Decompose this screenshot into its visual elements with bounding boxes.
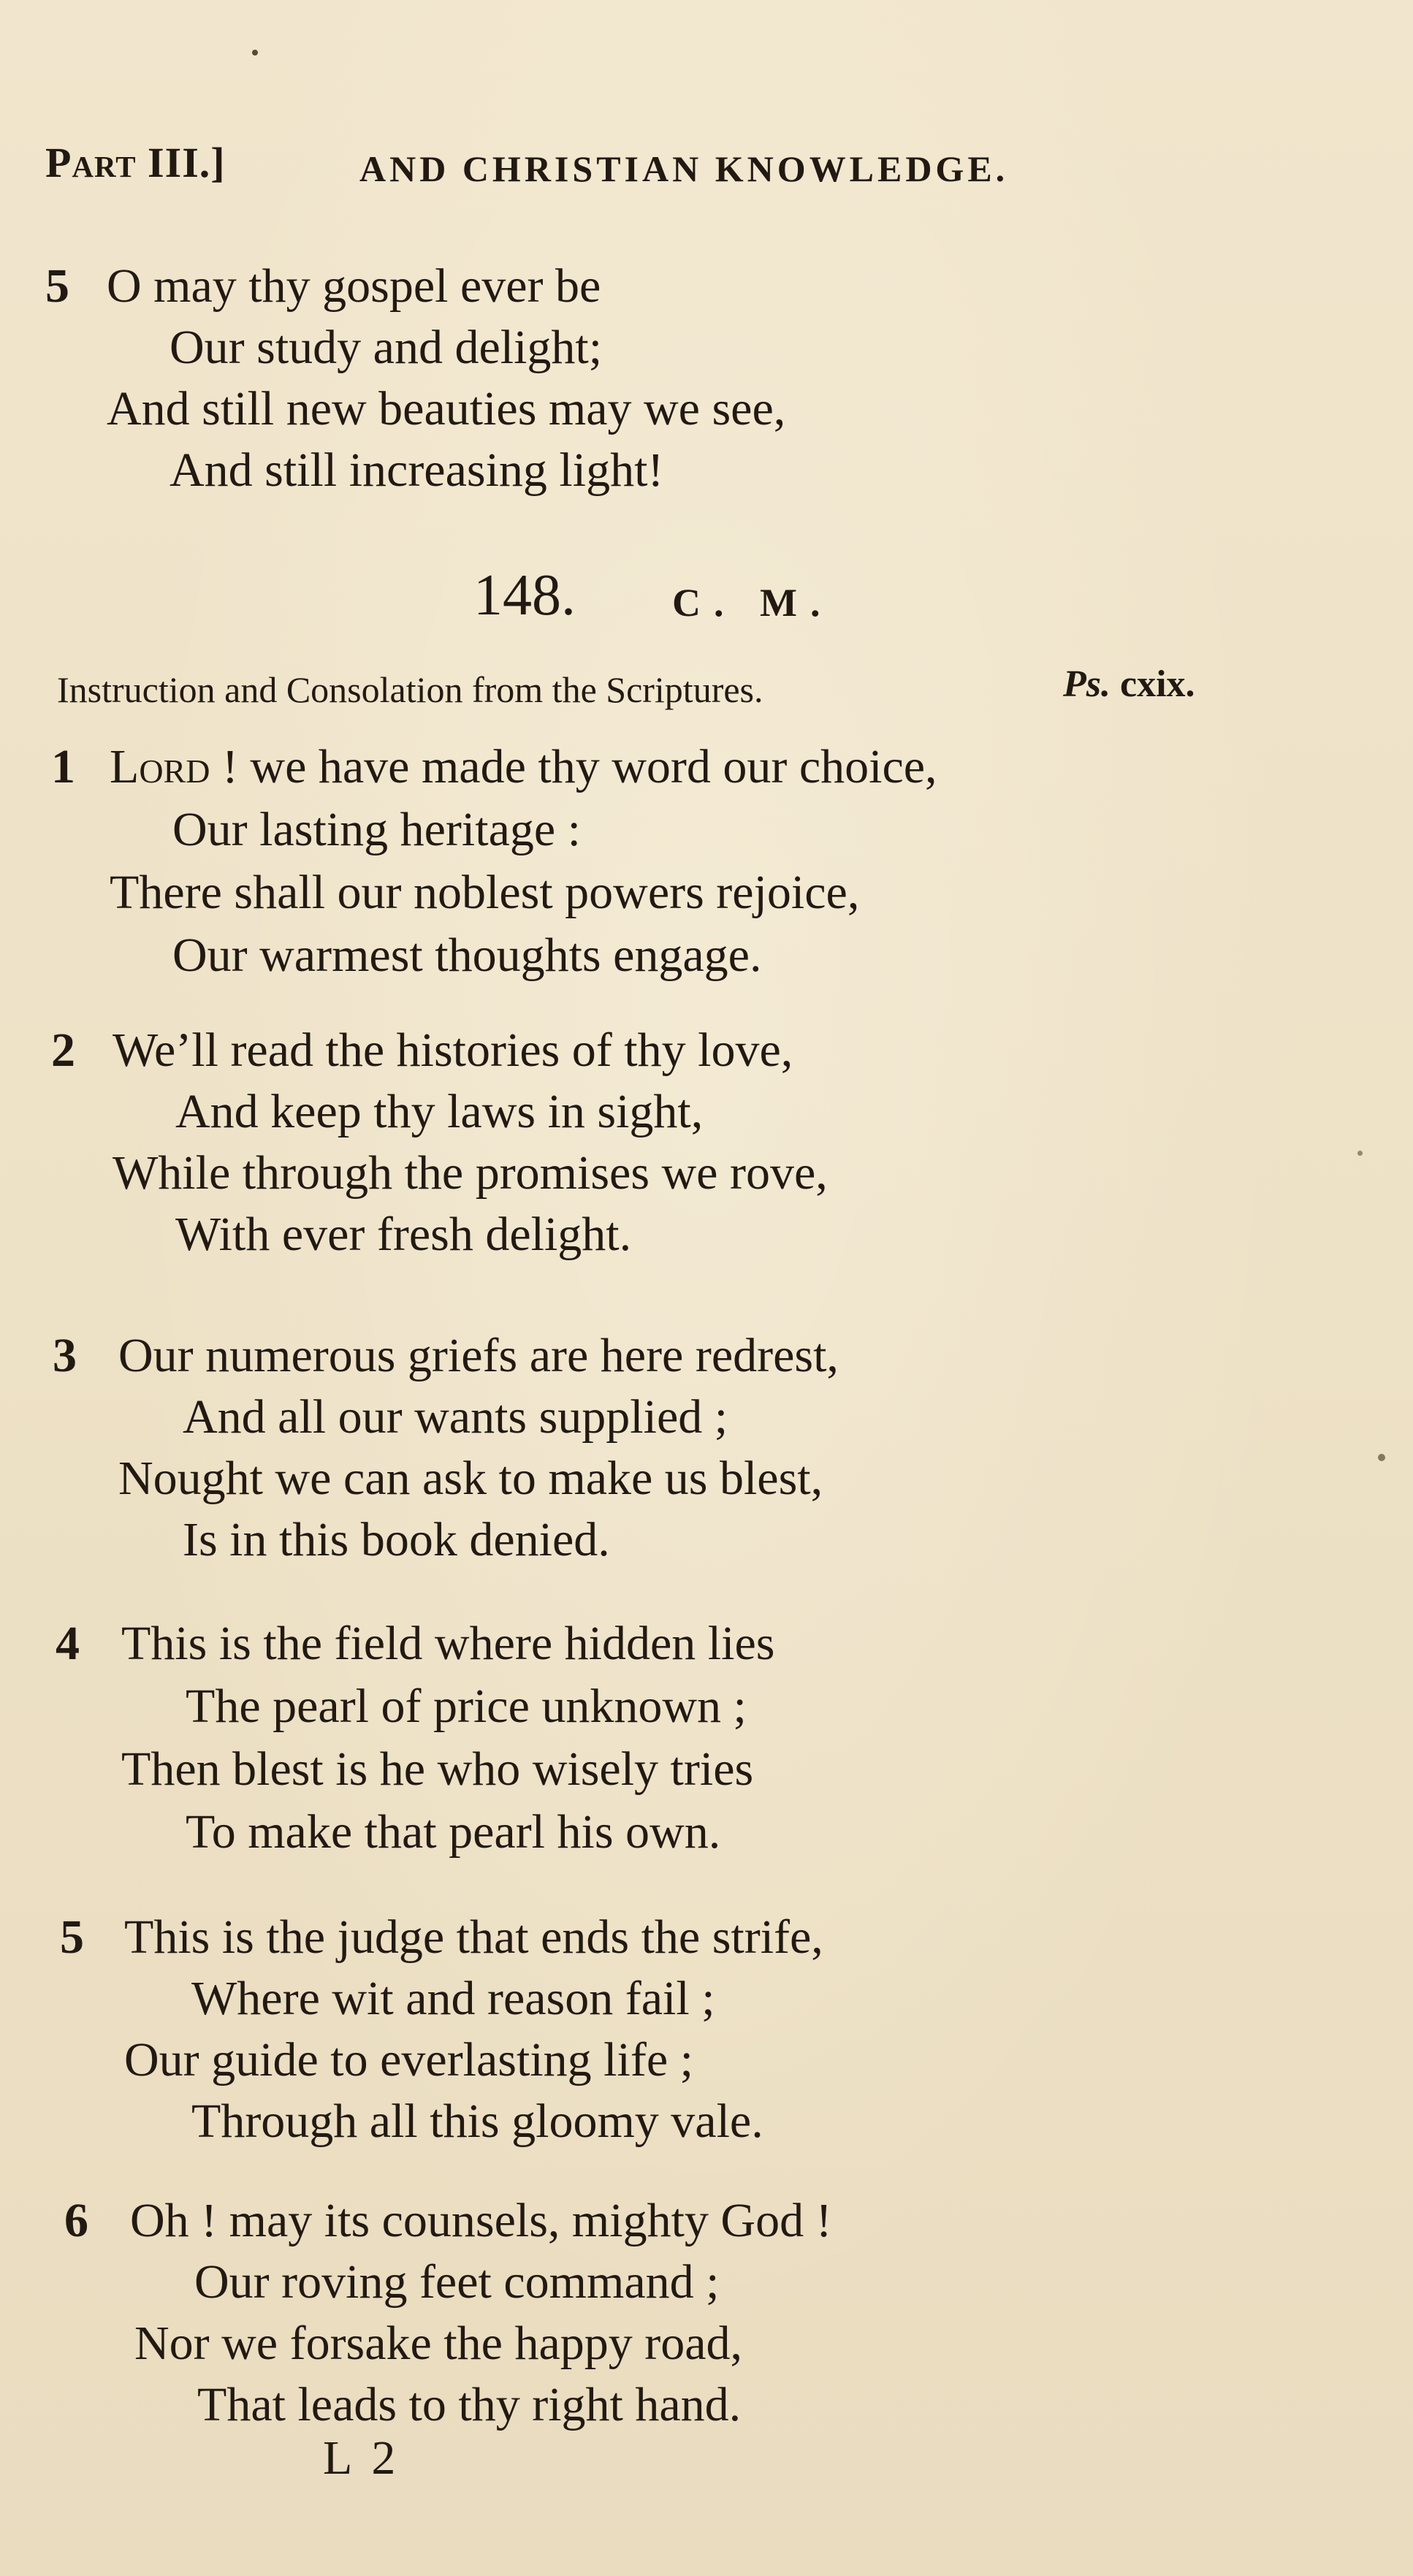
stanza-2-line-4: With ever fresh delight. <box>175 1208 632 1261</box>
stanza-1-line-1 <box>110 738 937 796</box>
stanza-2-line-3: While through the promises we rove, <box>113 1146 828 1200</box>
prev-stanza-line-1: O may thy gospel ever be <box>107 259 601 313</box>
stanza-6-number: 6 <box>64 2194 88 2247</box>
stanza-2-line-2: And keep thy laws in sight, <box>175 1085 704 1138</box>
running-head-title: AND CHRISTIAN KNOWLEDGE. <box>359 148 1009 189</box>
stanza-5-line-1: This is the judge that ends the strife, <box>124 1910 823 1964</box>
prev-stanza-line-2: Our study and delight; <box>170 321 603 374</box>
stanza-5-number: 5 <box>60 1910 84 1964</box>
stanza-4-number: 4 <box>56 1617 80 1670</box>
stanza-3-line-3: Nought we can ask to make us blest, <box>118 1452 823 1505</box>
stanza-5-line-4: Through all this gloomy vale. <box>191 2095 763 2148</box>
stanza-1-number: 1 <box>51 740 75 793</box>
stanza-3-line-4: Is in this book denied. <box>183 1513 610 1566</box>
stanza-1-line-3: There shall our noblest powers rejoice, <box>110 866 860 919</box>
ink-speck <box>252 50 258 56</box>
stanza-4-line-3: Then blest is he who wisely tries <box>121 1742 754 1796</box>
stanza-4-line-4: To make that pearl his own. <box>186 1805 721 1859</box>
psalm-reference <box>1063 661 1195 708</box>
hymn-meter: C. M. <box>672 581 834 625</box>
stanza-6-line-3: Nor we forsake the happy road, <box>134 2317 743 2370</box>
stanza-1-line-2: Our lasting heritage : <box>172 803 582 856</box>
ink-speck <box>1378 1454 1385 1461</box>
stanza-5-line-2: Where wit and reason fail ; <box>191 1972 715 2025</box>
stanza-6-line-4: That leads to thy right hand. <box>197 2378 742 2431</box>
stanza-2-line-1: We’ll read the histories of thy love, <box>113 1024 793 1077</box>
hymn-number: 148. <box>473 563 576 628</box>
psalm-ref-number: cxix. <box>1120 663 1195 705</box>
stanza-1-first-word: Lord <box>110 740 210 793</box>
ink-speck <box>1357 1151 1363 1156</box>
psalm-ref-prefix: Ps. <box>1063 663 1111 705</box>
hymn-subtitle: Instruction and Consolation from the Scriptures. <box>57 669 763 710</box>
running-head-part: Part III.] <box>45 139 226 186</box>
stanza-1-line-4: Our warmest thoughts engage. <box>172 929 762 982</box>
stanza-3-line-1: Our numerous griefs are here redrest, <box>118 1329 839 1382</box>
stanza-6-line-2: Our roving feet command ; <box>194 2255 720 2309</box>
stanza-4-line-1: This is the field where hidden lies <box>121 1617 775 1670</box>
stanza-1-line-1-rest: ! we have made thy word our choice, <box>221 740 937 793</box>
stanza-2-number: 2 <box>51 1024 75 1077</box>
signature-mark: L 2 <box>323 2431 400 2485</box>
stanza-5-line-3: Our guide to everlasting life ; <box>124 2033 693 2087</box>
stanza-3-number: 3 <box>53 1329 77 1382</box>
running-head <box>45 137 1009 189</box>
prev-stanza-line-3: And still new beauties may we see, <box>107 382 786 435</box>
prev-stanza-line-4: And still increasing light! <box>170 443 664 497</box>
stanza-6-line-1: Oh ! may its counsels, mighty God ! <box>130 2194 832 2247</box>
prev-stanza-number: 5 <box>45 259 69 313</box>
stanza-4-line-2: The pearl of price unknown ; <box>186 1680 747 1733</box>
stanza-3-line-2: And all our wants supplied ; <box>183 1390 728 1444</box>
